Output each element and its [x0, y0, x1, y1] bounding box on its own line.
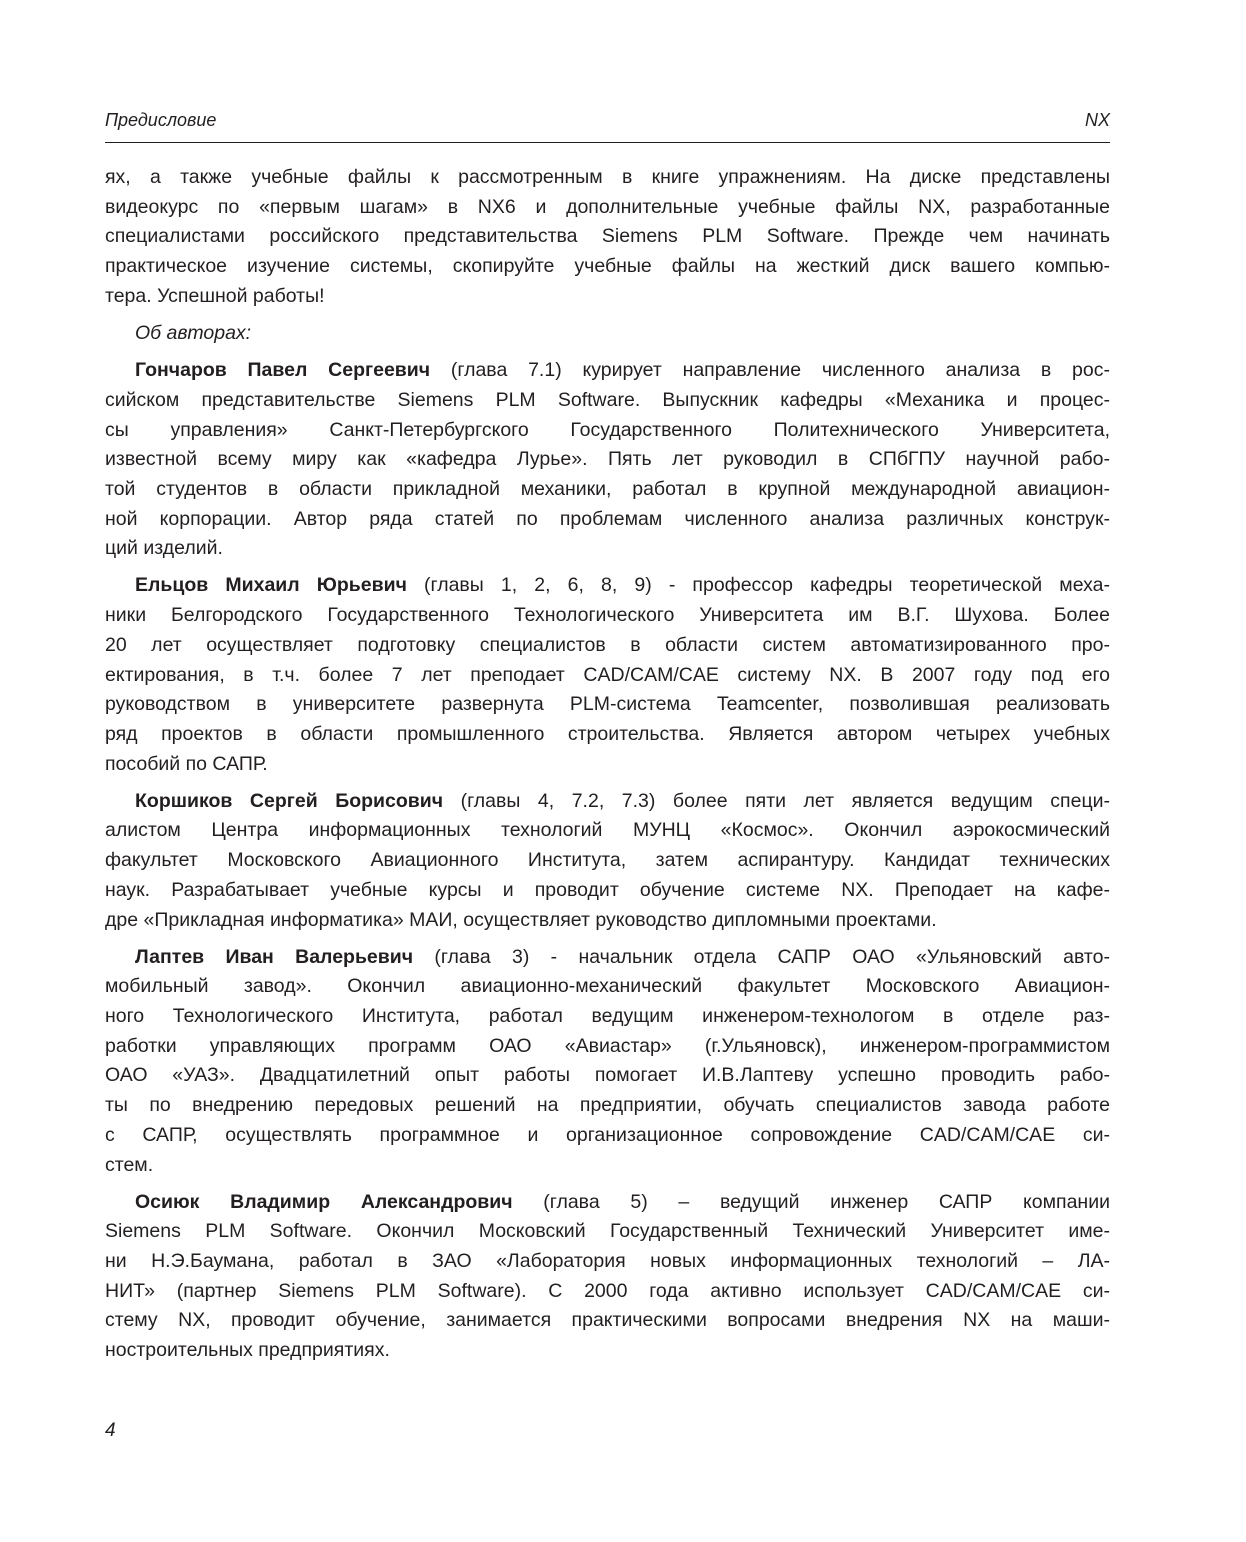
- text-line: ной корпорации. Автор ряда статей по проблемам численного анализа различных конструк-: [105, 507, 1110, 530]
- text-line: с САПР, осуществлять программное и организационное сопровождение CAD/CAM/CAE си-: [105, 1123, 1110, 1146]
- author-paragraph: [105, 356, 1110, 564]
- text-line: ций изделий.: [105, 537, 223, 560]
- text-line: [105, 356, 1110, 386]
- text-line: ники Белгородского Государственного Технологического Университета им В.Г. Шухова. Более: [105, 604, 1110, 627]
- author-paragraph: [105, 1188, 1110, 1366]
- author-name: Гончаров Павел Сергеевич: [135, 359, 431, 382]
- author-text: (главы 1, 2, 6, 8, 9) - профессор кафедры теоретической меха-: [406, 574, 1110, 597]
- text-line: стем.: [105, 1153, 154, 1176]
- text-line: ряд проектов в области промышленного строительства. Является автором четырех учебных: [105, 722, 1110, 745]
- page-number: 4: [105, 1420, 116, 1441]
- section-title: Предисловие: [105, 110, 217, 130]
- text-line: 20 лет осуществляет подготовку специалистов в области систем автоматизированного про-: [105, 633, 1110, 656]
- running-header: [105, 108, 1110, 143]
- author-text: (глава 3) - начальник отдела САПР ОАО «Ульяновский авто-: [413, 945, 1110, 968]
- about-authors-heading-paragraph: [105, 319, 1110, 349]
- text-line: той студентов в области прикладной механики, работал в крупной международной авиацион-: [105, 477, 1110, 500]
- text-line: работки управляющих программ ОАО «Авиастар» (г.Ульяновск), инженером-программистом: [105, 1034, 1110, 1057]
- text-line: ного Технологического Института, работал ведущим инженером-технологом в отделе раз-: [105, 1005, 1110, 1028]
- author-text: (глава 5) – ведущий инженер САПР компании: [512, 1190, 1110, 1213]
- author-name: Коршиков Сергей Борисович: [135, 789, 444, 812]
- text-line: руководством в университете развернута PLM-система Teamcenter, позволившая реализовать: [105, 693, 1110, 716]
- text-line: [105, 571, 1110, 601]
- text-line: Siemens PLM Software. Окончил Московский Государственный Технический Университет име-: [105, 1220, 1110, 1243]
- text-line: НИТ» (партнер Siemens PLM Software). С 2000 года активно использует CAD/CAM/CAE си-: [105, 1279, 1110, 1302]
- text-line: наук. Разрабатывает учебные курсы и проводит обучение системе NX. Преподает на кафе-: [105, 878, 1110, 901]
- book-title: NX: [1084, 110, 1110, 130]
- text-line: ностроительных предприятиях.: [105, 1339, 390, 1362]
- text-line: известной всему миру как «кафедра Лурье». Пять лет руководил в СПбГПУ научной рабо-: [105, 448, 1110, 471]
- text-line: специалистами российского представительства Siemens PLM Software. Прежде чем начинать: [105, 225, 1110, 248]
- author-name: Осиюк Владимир Александрович: [135, 1190, 513, 1213]
- text-line: ОАО «УАЗ». Двадцатилетний опыт работы помогает И.В.Лаптеву успешно проводить рабо-: [105, 1064, 1110, 1087]
- text-line: ях, а также учебные файлы к рассмотренным в книге упражнениям. На диске представлены: [105, 166, 1110, 188]
- text-line: стему NX, проводит обучение, занимается практическими вопросами внедрения NX на маши-: [105, 1309, 1110, 1332]
- author-name: Лаптев Иван Валерьевич: [135, 945, 414, 968]
- about-authors-heading: Об авторах:: [135, 321, 252, 344]
- text-line: факультет Московского Авиационного Института, затем аспирантуру. Кандидат технических: [105, 849, 1110, 872]
- text-line: [105, 1188, 1110, 1218]
- author-name: Ельцов Михаил Юрьевич: [135, 574, 407, 597]
- text-line: практическое изучение системы, скопируйте учебные файлы на жесткий диск вашего компью-: [105, 255, 1110, 278]
- text-line: дре «Прикладная информатика» МАИ, осуществляет руководство дипломными проектами.: [105, 908, 937, 931]
- authors-list: [105, 356, 1110, 1366]
- text-line: [105, 787, 1110, 817]
- text-line: сийском представительстве Siemens PLM Software. Выпускник кафедры «Механика и процес-: [105, 388, 1110, 411]
- text-line: алистом Центра информационных технологий МУНЦ «Космос». Окончил аэрокосмический: [105, 819, 1110, 842]
- author-paragraph: [105, 571, 1110, 779]
- page-body: [105, 163, 1110, 1373]
- author-paragraph: [105, 787, 1110, 935]
- text-line: ни Н.Э.Баумана, работал в ЗАО «Лаборатория новых информационных технологий – ЛА-: [105, 1250, 1110, 1273]
- author-paragraph: [105, 943, 1110, 1181]
- text-line: [105, 943, 1110, 973]
- intro-paragraph: [105, 163, 1110, 311]
- text-line: ты по внедрению передовых решений на предприятии, обучать специалистов завода работе: [105, 1094, 1110, 1117]
- author-text: (главы 4, 7.2, 7.3) более пяти лет является ведущим специ-: [443, 789, 1110, 812]
- text-line: пособий по САПР.: [105, 752, 268, 775]
- text-line: сы управления» Санкт-Петербургского Государственного Политехнического Университета,: [105, 418, 1110, 441]
- author-text: (глава 7.1) курирует направление численного анализа в рос-: [430, 359, 1110, 382]
- text-line: мобильный завод». Окончил авиационно-механический факультет Московского Авиацион-: [105, 975, 1110, 998]
- text-line: ектирования, в т.ч. более 7 лет преподает CAD/CAM/CAE систему NX. В 2007 году под его: [105, 663, 1110, 686]
- text-line: тера. Успешной работы!: [105, 284, 325, 307]
- text-line: видеокурс по «первым шагам» в NX6 и дополнительные учебные файлы NX, разработанные: [105, 195, 1110, 218]
